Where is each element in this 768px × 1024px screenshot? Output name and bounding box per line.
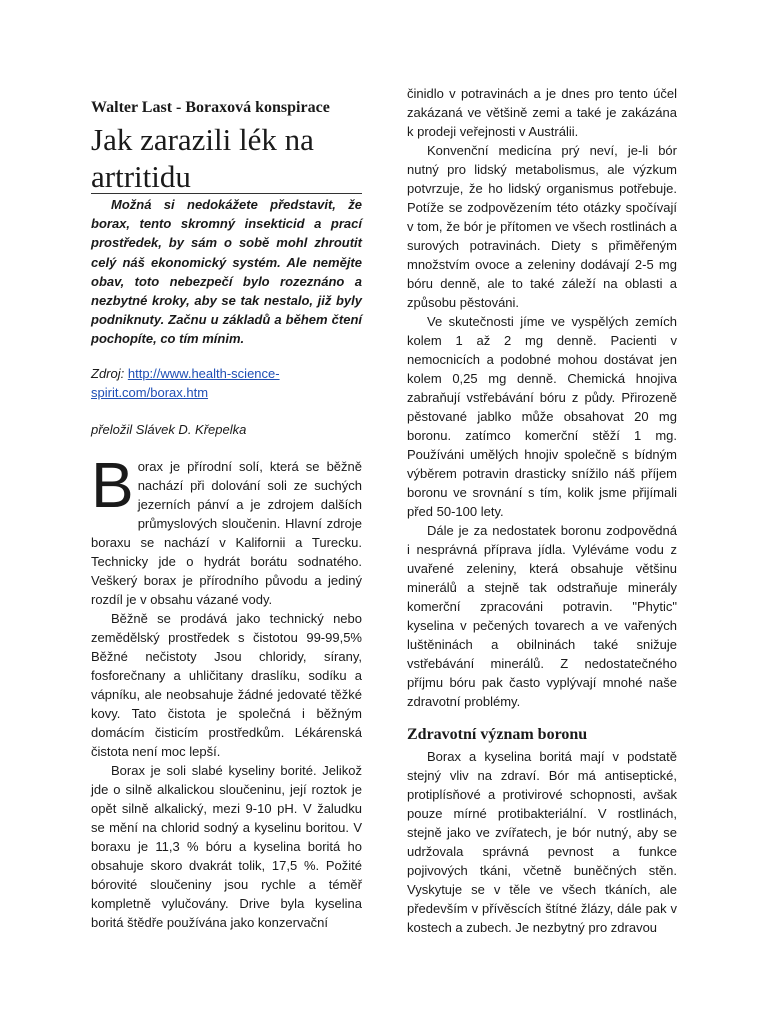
paragraph: Borax a kyselina boritá mají v podstatě stejný vliv na zdraví. Bór má antiseptické, protiplísňové a protivirové schopnosti, avšak pouze mírné protibakteriální. V rostlinách, stejně jako ve zvířatech, je bór nutný, aby se udržovala správná pevnost a funkce pojivových tkáni, včetně buněčných stěn. Vyskytuje se v těle ve všech tkáních, ale především v přívěscích štítné žlázy, dále pak v kostech a zubech. Je nezbytný pro zdravou (407, 749, 677, 935)
paragraph: činidlo v potravinách a je dnes pro tento účel zakázaná ve většině zemi a také je zakázána k prodeji veřejnosti v Austrálii. (407, 86, 677, 139)
source-link[interactable]: http://www.health-science-spirit.com/borax.htm (91, 366, 280, 401)
drop-cap: B (91, 449, 134, 521)
source-label: Zdroj: (91, 366, 125, 381)
paragraph-text: orax je přírodní solí, která se běžně nachází při dolování soli ze suchých jezerních pánví a je zdrojem dalších průmyslových sloučenin. Hlavní zdroje boraxu se nachází v Kalifornii a Turecku. Technicky jde o hydrát borátu sodnatého. Veškerý borax je přírodního původu a jediný rozdíl je v obsahu vázané vody. (91, 459, 362, 607)
paragraph: Borax je soli slabé kyseliny borité. Jelikož jde o silně alkalickou sloučeninu, její roztok je opět silně alkalický, mezi 9-10 pH. V žaludku se mění na chlorid sodný a kyselinu boritou. V boraxu je 11,3 % bóru a kyselina boritá ho obsahuje skoro dvakrát tolik, 17,5 %. Požité bórovité sloučeniny jsou rychle a téměř kompletně vylučovány. Drive byla kyselina boritá štědře používána jako konzervační (91, 763, 362, 930)
left-body (91, 449, 362, 932)
source-line (91, 364, 362, 402)
title-divider (91, 193, 362, 194)
paragraph: Konvenční medicína prý neví, je-li bór nutný pro lidský metabolismus, ale výzkum potvrzuje, že ho lidský organismus potřebuje. Potíže se zodpovězením této otázky spočívají v tom, že bór je přítomen ve všech rostlinách a surových potravinách. Diety s přiměřeným množstvím ovoce a zeleniny dodávají 2-5 mg bóru denně, ale to také záleží na oblasti a způsobu pěstováni. (407, 143, 677, 310)
abstract: Možná si nedokážete představit, že borax, tento skromný insekticid a prací prostředek, by sám o sobě mohl zhroutit celý náš ekonomický systém. Ale nemějte obav, toto nebezpečí bylo rozeznáno a nezbytné kroky, aby se tak nestalo, již byly podniknuty. Začnu u základů a během čtení pochopíte, co tím mínim. (91, 197, 362, 347)
author-line: Walter Last - Boraxová konspirace (91, 99, 330, 116)
right-body (407, 84, 677, 937)
translator-credit: přeložil Slávek D. Křepelka (91, 422, 247, 437)
paragraph (91, 449, 362, 609)
paragraph: Běžně se prodává jako technický nebo zemědělský prostředek s čistotou 99-99,5% Běžné nečistoty Jsou chloridy, sírany, fosforečnany a uhličitany draslíku, sodíku a vápníku, ale neobsahuje žádné jedovaté těžké kovy. Tato čistota je společná i běžným domácím čisticím prostředkům. Lékárenská čistota není moc lepší. (91, 611, 362, 759)
section-heading: Zdravotní význam boronu (407, 726, 588, 743)
paragraph: Dále je za nedostatek boronu zodpovědná i nesprávná příprava jídla. Vyléváme vodu z uvařené zeleniny, která obsahuje většinu minerálů a stejně tak odstraňuje minerály komerční zpracováni potravin. "Phytic" kyselina v pečených tovarech a ve vařených luštěninách a obilninách také snižuje vstřebávání minerálů. Z nedostatečného příjmu bóru pak často vyplývají mnohé naše zdravotní problémy. (407, 523, 677, 709)
paragraph: Ve skutečnosti jíme ve vyspělých zemích kolem 1 až 2 mg denně. Pacienti v nemocnicích a podobné mohou dostávat jen kolem 0,25 mg denně. Chemická hnojiva zabraňují vstřebávání bóru z půdy. Přirozeně pěstované jablko může obsahovat 20 mg boronu. zatímco komerční stěží 1 mg. Používáni umělých hnojiv společně s bídným výběrem potravin drasticky snížilo náš příjem boronu ve srovnání s tím, kolik jsme přijímali před 50-100 lety. (407, 314, 677, 519)
article-title: Jak zarazili lék na artritidu (91, 122, 314, 194)
